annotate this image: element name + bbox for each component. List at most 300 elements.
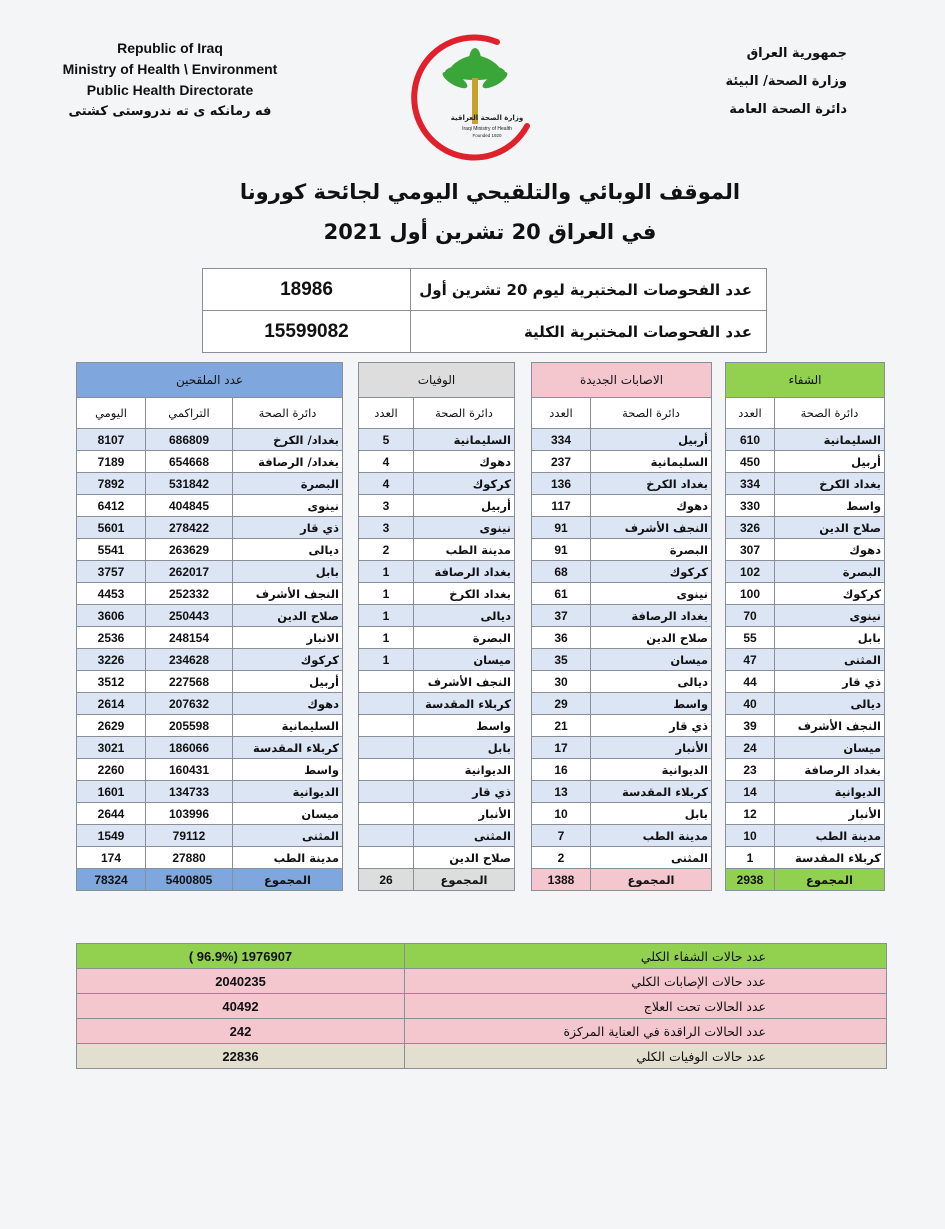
cases-count: 2 [532,847,591,869]
recovered-count: 610 [726,429,775,451]
vacc-daily: 6412 [77,495,146,517]
cases-count: 7 [532,825,591,847]
cases-district: النجف الأشرف [591,517,712,539]
recovered-district: دهوك [775,539,885,561]
deaths-district: بغداد الرصافة [414,561,515,583]
cases-district: ديالى [591,671,712,693]
vacc-row [77,473,343,495]
deaths-count: 1 [359,561,414,583]
vacc-row [77,737,343,759]
cases-title: الاصابات الجديدة [532,363,712,398]
recovered-district: ميسان [775,737,885,759]
vacc-district: كركوك [233,649,343,671]
header-ar-line: دائرة الصحة العامة [729,102,847,117]
deaths-count: 1 [359,627,414,649]
cases-district: كركوك [591,561,712,583]
recovered-district: ذي قار [775,671,885,693]
vacc-daily: 4453 [77,583,146,605]
deaths-rows [359,429,515,869]
vacc-daily: 2629 [77,715,146,737]
deaths-count [359,847,414,869]
deaths-district: كربلاء المقدسة [414,693,515,715]
recovered-count: 40 [726,693,775,715]
summary-row [77,969,887,994]
recovered-row [726,671,885,693]
recovered-district: النجف الأشرف [775,715,885,737]
cases-count: 91 [532,517,591,539]
vacc-row [77,539,343,561]
vacc-district: بابل [233,561,343,583]
cases-district: الديوانية [591,759,712,781]
summary-value: 242 [77,1019,405,1044]
recovered-title: الشفاء [726,363,885,398]
recovered-count: 70 [726,605,775,627]
cases-row [532,803,712,825]
recovered-district: بغداد الرصافة [775,759,885,781]
vacc-district: صلاح الدين [233,605,343,627]
deaths-count [359,803,414,825]
vacc-daily: 2536 [77,627,146,649]
vacc-district: ميسان [233,803,343,825]
recovered-row [726,605,885,627]
cases-row [532,561,712,583]
vacc-title: عدد الملقحين [77,363,343,398]
recovered-district: البصرة [775,561,885,583]
summary-label: عدد حالات الشفاء الكلي [405,944,887,969]
deaths-district: كركوك [414,473,515,495]
page-title [170,172,810,252]
deaths-district: ميسان [414,649,515,671]
vacc-district: النجف الأشرف [233,583,343,605]
deaths-count [359,825,414,847]
cases-count: 16 [532,759,591,781]
deaths-row [359,693,515,715]
vacc-district: أربيل [233,671,343,693]
recovered-total-label: المجموع [775,869,885,891]
title-line-1: الموقف الوبائي والتلقيحي اليومي لجائحة كورونا [239,180,741,204]
vacc-district: ذي قار [233,517,343,539]
deaths-count: 1 [359,605,414,627]
cases-row [532,539,712,561]
vacc-daily: 2644 [77,803,146,825]
recovered-row [726,715,885,737]
deaths-district: دهوك [414,451,515,473]
recovered-count: 24 [726,737,775,759]
cases-count: 91 [532,539,591,561]
recovered-count: 102 [726,561,775,583]
vacc-row [77,605,343,627]
cases-district: بغداد الرصافة [591,605,712,627]
deaths-district: صلاح الدين [414,847,515,869]
header-en-line: Ministry of Health \ Environment [62,61,278,77]
cases-count: 136 [532,473,591,495]
daily-tests-value: 18986 [203,269,411,311]
recovered-count: 100 [726,583,775,605]
vacc-district: كربلاء المقدسة [233,737,343,759]
cases-row [532,605,712,627]
vacc-cumulative: 186066 [146,737,233,759]
vacc-cumulative: 262017 [146,561,233,583]
cases-count: 37 [532,605,591,627]
recovered-count: 334 [726,473,775,495]
deaths-table [358,362,515,891]
recovered-row [726,803,885,825]
header-arabic [607,40,847,124]
ministry-logo [405,22,545,162]
vacc-daily: 2260 [77,759,146,781]
cases-district: نينوى [591,583,712,605]
recovered-district: كركوك [775,583,885,605]
recovered-row [726,495,885,517]
cases-count: 61 [532,583,591,605]
vacc-district: مدينة الطب [233,847,343,869]
summary-label: عدد الحالات الراقدة في العناية المركزة [405,1019,887,1044]
recovered-row [726,451,885,473]
deaths-count: 4 [359,451,414,473]
recovered-row [726,583,885,605]
recovered-col-name: دائرة الصحة [775,398,885,429]
deaths-row [359,429,515,451]
vacc-row [77,517,343,539]
svg-text:وزارة الصحة العراقية: وزارة الصحة العراقية [450,114,524,122]
summary-row [77,1044,887,1069]
vacc-daily: 3606 [77,605,146,627]
recovered-row [726,825,885,847]
cases-district: دهوك [591,495,712,517]
recovered-row [726,781,885,803]
recovered-col-count: العدد [726,398,775,429]
cases-row [532,583,712,605]
vacc-total-label: المجموع [233,869,343,891]
recovered-district: بغداد الكرخ [775,473,885,495]
deaths-row [359,649,515,671]
svg-text:Iraqi Ministry of Health: Iraqi Ministry of Health [462,126,512,132]
vacc-daily: 2614 [77,693,146,715]
vacc-col-daily: اليومي [77,398,146,429]
recovered-row [726,627,885,649]
recovered-row [726,693,885,715]
vacc-cumulative: 250443 [146,605,233,627]
vacc-daily: 7189 [77,451,146,473]
deaths-row [359,671,515,693]
summary-rows [77,944,887,1069]
deaths-col-name: دائرة الصحة [414,398,515,429]
summary-label: عدد حالات الإصابات الكلي [405,969,887,994]
deaths-district: البصرة [414,627,515,649]
vacc-row [77,429,343,451]
vaccinated-table [76,362,343,891]
cases-col-count: العدد [532,398,591,429]
deaths-row [359,561,515,583]
vacc-daily: 8107 [77,429,146,451]
cases-district: ذي قار [591,715,712,737]
cases-count: 21 [532,715,591,737]
vacc-cumulative: 531842 [146,473,233,495]
recovered-row [726,847,885,869]
recovered-total: 2938 [726,869,775,891]
cases-row [532,495,712,517]
deaths-row [359,715,515,737]
vacc-total-cumulative: 5400805 [146,869,233,891]
recovered-district: السليمانية [775,429,885,451]
deaths-row [359,737,515,759]
cases-district: مدينة الطب [591,825,712,847]
cases-row [532,517,712,539]
deaths-count [359,693,414,715]
recovered-count: 307 [726,539,775,561]
cases-row [532,671,712,693]
cases-col-name: دائرة الصحة [591,398,712,429]
cases-district: المثنى [591,847,712,869]
deaths-district: ديالى [414,605,515,627]
vacc-daily: 5541 [77,539,146,561]
cases-count: 17 [532,737,591,759]
deaths-district: مدينة الطب [414,539,515,561]
cases-row [532,715,712,737]
cases-row [532,627,712,649]
cases-row [532,825,712,847]
deaths-district: بغداد الكرخ [414,583,515,605]
new-cases-table [531,362,712,891]
recovered-count: 23 [726,759,775,781]
cases-row [532,847,712,869]
recovered-district: واسط [775,495,885,517]
vacc-daily: 5601 [77,517,146,539]
title-line-2: في العراق 20 تشرين أول 2021 [323,220,657,244]
deaths-district: ذي قار [414,781,515,803]
cases-district: بغداد الكرخ [591,473,712,495]
recovered-count: 10 [726,825,775,847]
vacc-district: واسط [233,759,343,781]
summary-label: عدد حالات الوفيات الكلي [405,1044,887,1069]
vacc-cumulative: 227568 [146,671,233,693]
recovered-rows [726,429,885,869]
deaths-total-label: المجموع [414,869,515,891]
cases-count: 237 [532,451,591,473]
recovered-count: 44 [726,671,775,693]
vacc-cumulative: 278422 [146,517,233,539]
vacc-row [77,825,343,847]
deaths-row [359,495,515,517]
vacc-cumulative: 248154 [146,627,233,649]
vacc-cumulative: 160431 [146,759,233,781]
deaths-row [359,847,515,869]
cases-count: 29 [532,693,591,715]
deaths-total: 26 [359,869,414,891]
vacc-cumulative: 686809 [146,429,233,451]
cases-count: 334 [532,429,591,451]
deaths-count: 3 [359,495,414,517]
deaths-row [359,825,515,847]
vacc-district: السليمانية [233,715,343,737]
vacc-district: بغداد/ الرصافة [233,451,343,473]
recovered-district: الأنبار [775,803,885,825]
recovered-count: 14 [726,781,775,803]
deaths-district: أربيل [414,495,515,517]
recovered-count: 47 [726,649,775,671]
vacc-daily: 3021 [77,737,146,759]
vacc-daily: 174 [77,847,146,869]
vacc-daily: 1601 [77,781,146,803]
vacc-row [77,583,343,605]
cases-district: البصرة [591,539,712,561]
deaths-district: نينوى [414,517,515,539]
deaths-row [359,517,515,539]
vacc-district: دهوك [233,693,343,715]
vacc-cumulative: 134733 [146,781,233,803]
header-ar-line: جمهورية العراق [746,46,847,61]
deaths-count [359,759,414,781]
deaths-district: الديوانية [414,759,515,781]
header-en-line: Public Health Directorate [86,82,254,98]
deaths-row [359,759,515,781]
total-tests-row [203,311,767,353]
deaths-count: 2 [359,539,414,561]
cases-row [532,473,712,495]
recovered-count: 12 [726,803,775,825]
vacc-cumulative: 27880 [146,847,233,869]
vacc-row [77,671,343,693]
cases-district: صلاح الدين [591,627,712,649]
deaths-row [359,605,515,627]
deaths-row [359,451,515,473]
deaths-district: واسط [414,715,515,737]
header-english [30,38,310,122]
recovered-count: 1 [726,847,775,869]
vacc-daily: 7892 [77,473,146,495]
cases-row [532,759,712,781]
cases-row [532,737,712,759]
recovered-count: 55 [726,627,775,649]
recovered-row [726,737,885,759]
cases-count: 117 [532,495,591,517]
vacc-row [77,451,343,473]
header-ar-line: وزارة الصحة/ البيئة [725,74,847,89]
vacc-cumulative: 252332 [146,583,233,605]
recovered-district: أربيل [775,451,885,473]
deaths-count: 5 [359,429,414,451]
vacc-cumulative: 103996 [146,803,233,825]
vacc-row [77,627,343,649]
recovered-row [726,429,885,451]
vacc-district: بغداد/ الكرخ [233,429,343,451]
recovered-row [726,517,885,539]
cases-district: ميسان [591,649,712,671]
recovered-row [726,561,885,583]
cases-district: أربيل [591,429,712,451]
deaths-row [359,781,515,803]
vacc-district: الانبار [233,627,343,649]
deaths-district: السليمانية [414,429,515,451]
recovered-table [725,362,885,891]
deaths-col-count: العدد [359,398,414,429]
vacc-row [77,803,343,825]
vacc-row [77,693,343,715]
recovered-count: 450 [726,451,775,473]
summary-value: ( 96.9%) 1976907 [77,944,405,969]
vacc-district: البصرة [233,473,343,495]
vacc-cumulative: 234628 [146,649,233,671]
vacc-cumulative: 205598 [146,715,233,737]
daily-tests-row [203,269,767,311]
total-tests-label: عدد الفحوصات المختبرية الكلية [411,311,767,353]
deaths-district: النجف الأشرف [414,671,515,693]
cases-district: كربلاء المقدسة [591,781,712,803]
svg-text:Founded 1920: Founded 1920 [472,133,502,138]
summary-row [77,944,887,969]
vacc-daily: 3757 [77,561,146,583]
cases-count: 13 [532,781,591,803]
vacc-district: نينوى [233,495,343,517]
cases-count: 10 [532,803,591,825]
vacc-cumulative: 404845 [146,495,233,517]
vacc-daily: 1549 [77,825,146,847]
deaths-row [359,583,515,605]
vacc-cumulative: 79112 [146,825,233,847]
cases-row [532,451,712,473]
recovered-row [726,649,885,671]
cases-total: 1388 [532,869,591,891]
cases-district: الأنبار [591,737,712,759]
recovered-count: 326 [726,517,775,539]
deaths-district: بابل [414,737,515,759]
summary-table [76,943,887,1069]
header-en-line: Republic of Iraq [117,40,223,56]
vacc-district: ديالى [233,539,343,561]
cases-row [532,781,712,803]
vacc-cumulative: 207632 [146,693,233,715]
recovered-district: الديوانية [775,781,885,803]
vacc-row [77,759,343,781]
vacc-rows [77,429,343,869]
summary-value: 2040235 [77,969,405,994]
cases-district: واسط [591,693,712,715]
deaths-district: الأنبار [414,803,515,825]
recovered-district: كربلاء المقدسة [775,847,885,869]
header-kurdish-line: فه رمانكه ى ته ندروستى كشتى [68,104,272,119]
deaths-count [359,737,414,759]
deaths-row [359,627,515,649]
deaths-count: 4 [359,473,414,495]
cases-district: السليمانية [591,451,712,473]
recovered-district: بابل [775,627,885,649]
vacc-row [77,715,343,737]
cases-count: 30 [532,671,591,693]
recovered-district: مدينة الطب [775,825,885,847]
vacc-district: المثنى [233,825,343,847]
cases-row [532,429,712,451]
deaths-count [359,715,414,737]
recovered-district: نينوى [775,605,885,627]
recovered-row [726,539,885,561]
cases-row [532,693,712,715]
vacc-col-cumulative: التراكمي [146,398,233,429]
cases-count: 68 [532,561,591,583]
daily-tests-label: عدد الفحوصات المختبرية ليوم 20 تشرين أول [411,269,767,311]
deaths-count: 3 [359,517,414,539]
recovered-district: ديالى [775,693,885,715]
deaths-row [359,803,515,825]
deaths-count: 1 [359,583,414,605]
vacc-cumulative: 654668 [146,451,233,473]
deaths-row [359,539,515,561]
vacc-row [77,561,343,583]
deaths-count [359,781,414,803]
cases-total-label: المجموع [591,869,712,891]
deaths-count: 1 [359,649,414,671]
deaths-district: المثنى [414,825,515,847]
deaths-count [359,671,414,693]
